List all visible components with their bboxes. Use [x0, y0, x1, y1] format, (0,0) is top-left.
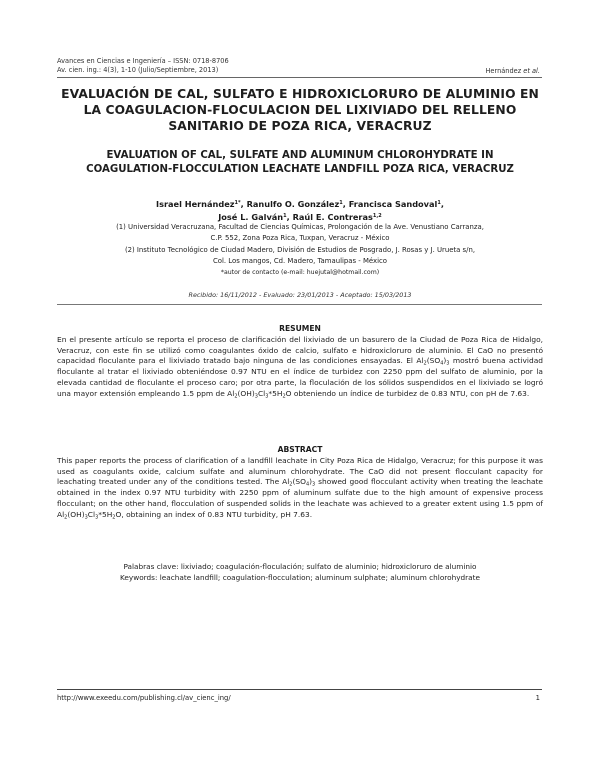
author-list [57, 198, 543, 223]
affiliation-1-line-1: (1) Universidad Veracruzana, Facultad de Ciencias Químicas, Prolongación de la Ave. Venustiano Carranza, [116, 223, 484, 231]
footer-divider [57, 689, 542, 690]
author-affiliation-mark: 1 [437, 200, 441, 206]
contact-email: *autor de contacto (e-mail: huejutal@hotmail.com) [220, 269, 380, 276]
affiliation-2-line-2: Col. Los mangos, Cd. Madero, Tamaulipas - México [212, 256, 388, 265]
keywords-english: Keywords: leachate landfill; coagulation-flocculation; aluminum sulphate; aluminum chlorohydrate [120, 572, 480, 582]
title-english-line-1: EVALUATION OF CAL, SULFATE AND ALUMINUM CHLOROHYDRATE IN [106, 150, 494, 161]
author-affiliation-mark: 1 [283, 212, 287, 219]
author-name: Israel Hernández [156, 199, 235, 209]
journal-line: Avances en Ciencias e Ingeniería – ISSN: 0718-8706 [57, 57, 229, 65]
author-affiliation-mark: 1 [339, 200, 343, 206]
affiliation-1-line-2: C.P. 552, Zona Poza Rica, Tuxpan, Veracruz - México [210, 233, 390, 242]
title-spanish [57, 86, 543, 134]
author-name: Raúl E. Contreras [292, 211, 373, 222]
header-divider [57, 77, 542, 78]
author-affiliation-mark: 1* [234, 200, 241, 206]
abstract-heading: ABSTRACT [277, 445, 323, 454]
palabras-clave: Palabras clave: lixiviado; coagulación-floculación; sulfato de aluminio; hidroxicloruro de aluminio [123, 562, 477, 571]
author-affiliation-mark: 1,2 [372, 212, 382, 219]
running-author [485, 67, 540, 75]
page-number: 1 [535, 694, 540, 702]
received-dates: Recibido: 16/11/2012 - Evaluado: 23/01/2013 - Aceptado: 15/03/2013 [188, 291, 412, 299]
affiliation-2 [57, 245, 543, 266]
affiliation-2-line-1: (2) Instituto Tecnológico de Ciudad Madero, División de Estudios de Posgrado, J. Rosas y J. Urueta s/n, [124, 246, 476, 254]
running-et-al: et al. [523, 67, 540, 75]
author-name: Francisca Sandoval [348, 199, 438, 209]
resumen-text: En el presente artículo se reporta el proceso de clarificación del lixiviado de un basurero de la Ciudad de Poza Rica de Hidalgo, Veracruz, con este fin se utilizó como coagulantes óxido de calcio, sulfato e hidroxicloruro de aluminio. El CaO no presentó capacidad floculante para el lixiviado tratado bajo ninguna de las condiciones ensayadas. El $Al_2(SO_4)_3$ mostró buena actividad floculante al tratar el lixiviado obteniéndose 0.97 NTU en el índice de turbidez con 2250 ppm del sulfato de aluminio, por la elevada cantidad de floculante el proceso caro; por otra parte, la floculación de los sólidos suspendidos en el lixiviado se logró una mayor extensión empleando 1.5 ppm de $Al_2(OH)_3Cl_3*5H_2O$ obteniendo un índice de turbidez de 0.83 NTU, con pH de 7.63. [57, 335, 543, 400]
title-spanish-line-2: LA COAGULACION-FLOCULACION DEL LIXIVIADO DEL RELLENO [83, 103, 517, 117]
abstract-text: This paper reports the process of clarification of a landfill leachate in City Poza Rica de Hidalgo, Veracruz; for this purpose it was used as coagulants oxide, calcium sulfate and aluminum chlorohydrate. The CaO did not present flocculant capacity for leachating treated under any of the conditions tested. The $Al_2(SO_4)_3$ showed good flocculant activity when treating the leachate obtained in the index 0.97 NTU turbidity with 2250 ppm of aluminum sulfate due to the high amount of expensive process flocculant; on the other hand, flocculation of suspended solids in the leachate was achieved to a greater extent using 1.5 ppm of $Al_2(OH)_3Cl_3*5H_2O$, obtaining an index of 0.83 NTU turbidity, pH 7.63. [57, 456, 544, 521]
keywords [57, 562, 543, 583]
title-spanish-line-3: SANITARIO DE POZA RICA, VERACRUZ [168, 119, 432, 133]
title-spanish-line-1: EVALUACIÓN DE CAL, SULFATO E HIDROXICLORURO DE ALUMINIO EN [61, 87, 539, 101]
journal-url[interactable]: http://www.exeedu.com/publishing.cl/av_cienc_ing/ [57, 694, 231, 702]
author-name: Ranulfo O. González [246, 199, 340, 209]
title-english-line-2: COAGULATION-FLOCCULATION LEACHATE LANDFILL POZA RICA, VERACRUZ [86, 164, 514, 175]
running-author-name: Hernández [485, 67, 522, 75]
dates-divider [57, 304, 542, 305]
resumen-heading: RESUMEN [279, 324, 321, 333]
author-line-1: Israel Hernández$^{1*}$, Ranulfo O. González$^1$, Francisca Sandoval$^1$, [156, 199, 444, 209]
author-line-2: José L. Galván$^1$, Raúl E. Contreras$^{1,2}$ [218, 211, 382, 222]
affiliation-1 [57, 222, 543, 243]
citation-line: Av. cien. ing.: 4(3), 1-10 (Julio/Septiembre, 2013) [57, 66, 219, 74]
title-english [57, 149, 543, 177]
author-name: José L. Galván [218, 211, 284, 222]
